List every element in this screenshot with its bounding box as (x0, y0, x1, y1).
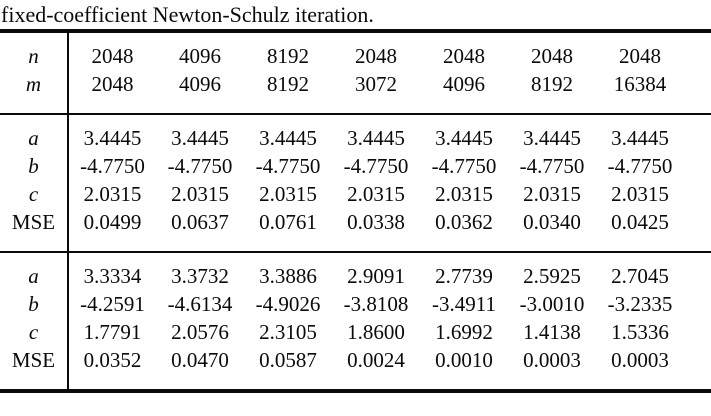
cell: -4.2591 (80, 292, 145, 316)
cell: 0.0362 (435, 210, 493, 234)
cell: 0.0010 (435, 348, 493, 372)
cell: 16384 (613, 72, 667, 96)
cell: 0.0761 (259, 210, 317, 234)
cell: 0.0425 (611, 210, 669, 234)
cell: -4.7750 (255, 154, 321, 178)
cell: 2.0315 (347, 182, 405, 206)
cell: 3.4445 (259, 126, 317, 150)
cell: 0.0499 (83, 210, 142, 234)
table-caption: fixed-coefficient Newton-Schulz iteration. (1, 2, 374, 27)
cell: 3.3886 (259, 264, 317, 288)
cell: 3.4445 (523, 126, 581, 150)
table-rule-bottom (0, 389, 711, 393)
cell: 2.5925 (523, 264, 581, 288)
cell: 1.5336 (611, 320, 669, 344)
cell: 2.7739 (435, 264, 493, 288)
cell: 3.3334 (83, 264, 142, 288)
cell: 3.4445 (611, 126, 669, 150)
row-label: c (0, 180, 68, 208)
cell: 0.0003 (523, 348, 581, 372)
cell: 0.0340 (523, 210, 581, 234)
cell: 2.0315 (435, 182, 493, 206)
cell: 3.4445 (347, 126, 405, 150)
cell: 3.4445 (171, 126, 229, 150)
cell: 2048 (443, 44, 485, 68)
cell: 2.0315 (259, 182, 317, 206)
row-label: b (0, 290, 68, 318)
cell: 3.3732 (171, 264, 229, 288)
row-label: MSE (0, 346, 68, 389)
cell: 4096 (443, 72, 485, 96)
cell: 0.0352 (83, 348, 142, 372)
cell: -3.4911 (432, 292, 496, 316)
cell: 0.0024 (347, 348, 405, 372)
cell: -4.7750 (519, 154, 585, 178)
cell: 2048 (91, 44, 134, 68)
cell: -3.8108 (343, 292, 409, 316)
cell: 2.9091 (347, 264, 405, 288)
table-row (0, 70, 684, 113)
cell: 2.0576 (171, 320, 229, 344)
cell: 1.8600 (347, 320, 405, 344)
row-label: n (0, 33, 68, 70)
table-row (0, 33, 684, 70)
cell: -3.0010 (519, 292, 585, 316)
cell: -4.7750 (431, 154, 497, 178)
cell: 4096 (179, 72, 221, 96)
cell: 2048 (91, 72, 134, 96)
table-row (0, 290, 684, 318)
cell: 2.7045 (611, 264, 669, 288)
cell: 2.0315 (611, 182, 669, 206)
cell: 2.0315 (523, 182, 581, 206)
cell: 2.0315 (171, 182, 229, 206)
cell: 8192 (267, 44, 309, 68)
cell: 0.0338 (347, 210, 405, 234)
cell: 2048 (619, 44, 661, 68)
cell: 2.0315 (83, 182, 142, 206)
row-label: c (0, 318, 68, 346)
row-label: MSE (0, 208, 68, 251)
cell: 0.0637 (171, 210, 229, 234)
row-label: b (0, 152, 68, 180)
row-label: m (0, 70, 68, 113)
cell: 0.0003 (611, 348, 669, 372)
cell: 0.0587 (259, 348, 317, 372)
table-row (0, 318, 684, 346)
cell: 1.4138 (523, 320, 581, 344)
cell: 0.0470 (171, 348, 229, 372)
table-row (0, 115, 684, 152)
cell: 2.3105 (259, 320, 317, 344)
cell: 2048 (355, 44, 397, 68)
cell: -4.7750 (343, 154, 409, 178)
cell: -3.2335 (607, 292, 673, 316)
row-label: a (0, 253, 68, 290)
fixed-coefficients-group (0, 115, 684, 251)
cell: -4.9026 (255, 292, 321, 316)
cell: 1.7791 (83, 320, 142, 344)
dimensions-group (0, 33, 684, 113)
table-row (0, 152, 684, 180)
cell: -4.7750 (80, 154, 145, 178)
cell: 1.6992 (435, 320, 493, 344)
cell: 3.4445 (83, 126, 142, 150)
cell: 8192 (267, 72, 309, 96)
cell: 3072 (355, 72, 397, 96)
row-label: a (0, 115, 68, 152)
cell: 2048 (531, 44, 573, 68)
cell: 8192 (531, 72, 573, 96)
table-row (0, 180, 684, 208)
table-row (0, 208, 684, 251)
table-row (0, 253, 684, 290)
table-row (0, 346, 684, 389)
learned-coefficients-group (0, 253, 684, 389)
cell: -4.7750 (607, 154, 673, 178)
cell: -4.6134 (167, 292, 233, 316)
cell: 3.4445 (435, 126, 493, 150)
cell: 4096 (179, 44, 221, 68)
cell: -4.7750 (167, 154, 233, 178)
